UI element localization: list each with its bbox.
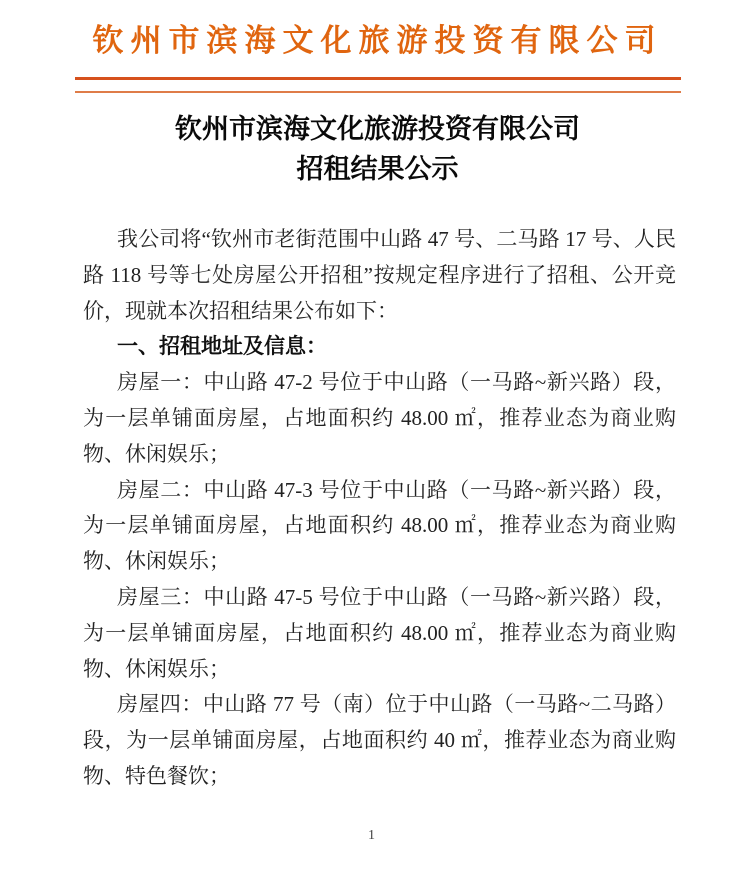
house-item-2: 房屋二：中山路 47-3 号位于中山路（一马路~新兴路）段，为一层单铺面房屋，占地面积约 48.00 ㎡，推荐业态为商业购物、休闲娱乐；: [83, 477, 676, 574]
intro-paragraph: 我公司将“钦州市老街范围中山路 47 号、二马路 17 号、人民路 118 号等七处房屋公开招租”按规定程序进行了招租、公开竞价，现就本次招租结果公布如下：: [83, 227, 676, 323]
letterhead: [0, 0, 755, 62]
house-item-4: 房屋四：中山路 77 号（南）位于中山路（一马路~二马路）段，为一层单铺面房屋，占地面积约 40 ㎡，推荐业态为商业购物、特色餐饮；: [83, 692, 676, 788]
house-item-3: 房屋三：中山路 47-5 号位于中山路（一马路~新兴路）段，为一层单铺面房屋，占地面积约 48.00 ㎡，推荐业态为商业购物、休闲娱乐；: [83, 584, 676, 681]
section-heading: 一、招租地址及信息：: [117, 335, 327, 359]
document-body: [83, 222, 676, 795]
page-number: 1: [368, 828, 375, 843]
letterhead-company-name: 钦州市滨海文化旅游投资有限公司: [92, 23, 663, 58]
document-title: [0, 109, 755, 189]
letterhead-divider-rule: [75, 77, 681, 93]
document-title-line2: 招租结果公示: [296, 154, 459, 184]
document-title-line1: 钦州市滨海文化旅游投资有限公司: [175, 114, 580, 144]
house-item-1: 房屋一：中山路 47-2 号位于中山路（一马路~新兴路）段，为一层单铺面房屋，占地面积约 48.00 ㎡，推荐业态为商业购物、休闲娱乐；: [83, 370, 676, 466]
